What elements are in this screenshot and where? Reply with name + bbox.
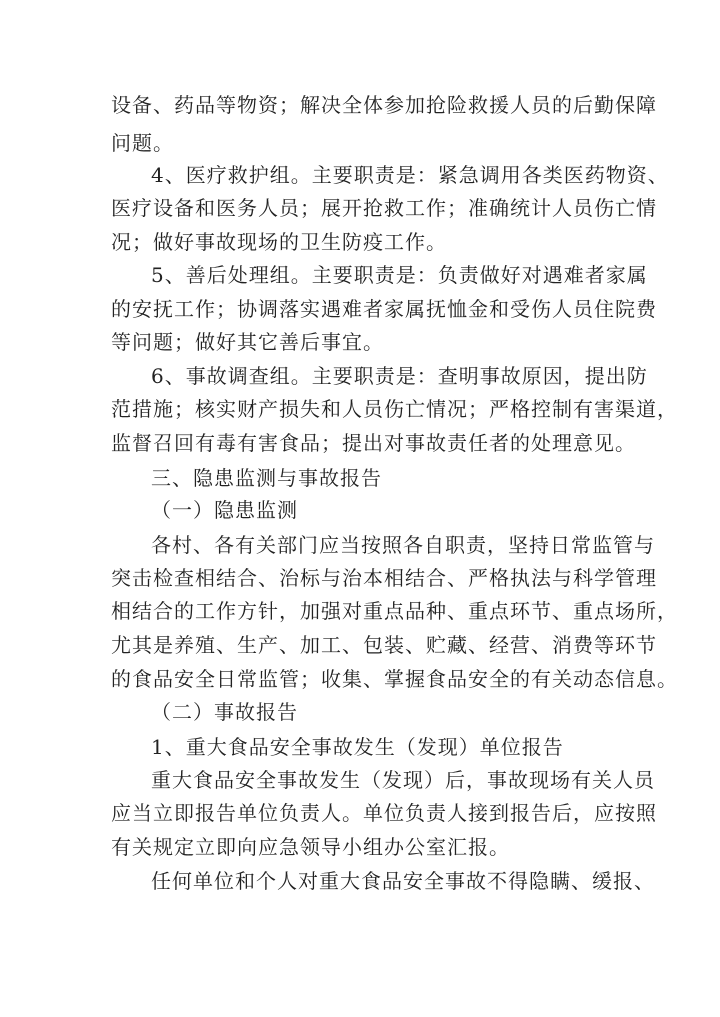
text-line: 4、医疗救护组。主要职责是：紧急调用各类医药物资、 <box>151 163 669 187</box>
text-line: 1、重大食品安全事故发生（发现）单位报告 <box>151 735 564 759</box>
text-line: 况；做好事故现场的卫生防疫工作。 <box>111 230 447 254</box>
text-line: 有关规定立即向应急领导小组办公室汇报。 <box>111 835 510 859</box>
text-line: 问题。 <box>111 131 174 155</box>
text-line: 重大食品安全事故发生（发现）后，事故现场有关人员 <box>151 768 655 792</box>
section-heading: 三、隐患监测与事故报告 <box>151 466 382 490</box>
text-line: 的食品安全日常监管；收集、掌握食品安全的有关动态信息。 <box>111 667 678 691</box>
subsection-heading: （二）事故报告 <box>151 700 298 724</box>
text-line: 6、事故调查组。主要职责是：查明事故原因，提出防 <box>151 364 648 388</box>
text-line: 相结合的工作方针，加强对重点品种、重点环节、重点场所， <box>111 599 678 623</box>
text-line: 5、善后处理组。主要职责是：负责做好对遇难者家属 <box>151 263 648 287</box>
text-line: 范措施；核实财产损失和人员伤亡情况；严格控制有害渠道， <box>111 397 678 421</box>
text-line: 突击检查相结合、治标与治本相结合、严格执法与科学管理 <box>111 566 657 590</box>
text-line: 设备、药品等物资；解决全体参加抢险救援人员的后勤保障 <box>111 93 657 117</box>
text-line: 尤其是养殖、生产、加工、包装、贮藏、经营、消费等环节 <box>111 633 657 657</box>
text-line: 各村、各有关部门应当按照各自职责，坚持日常监管与 <box>151 533 655 557</box>
text-line: 监督召回有毒有害食品；提出对事故责任者的处理意见。 <box>111 431 636 455</box>
text-line: 任何单位和个人对重大食品安全事故不得隐瞒、缓报、 <box>151 869 655 893</box>
text-line: 应当立即报告单位负责人。单位负责人接到报告后，应按照 <box>111 801 657 825</box>
text-line: 医疗设备和医务人员；展开抢救工作；准确统计人员伤亡情 <box>111 196 657 220</box>
subsection-heading: （一）隐患监测 <box>151 498 298 522</box>
text-line: 等问题；做好其它善后事宜。 <box>111 330 384 354</box>
text-line: 的安抚工作；协调落实遇难者家属抚恤金和受伤人员住院费 <box>111 297 657 321</box>
